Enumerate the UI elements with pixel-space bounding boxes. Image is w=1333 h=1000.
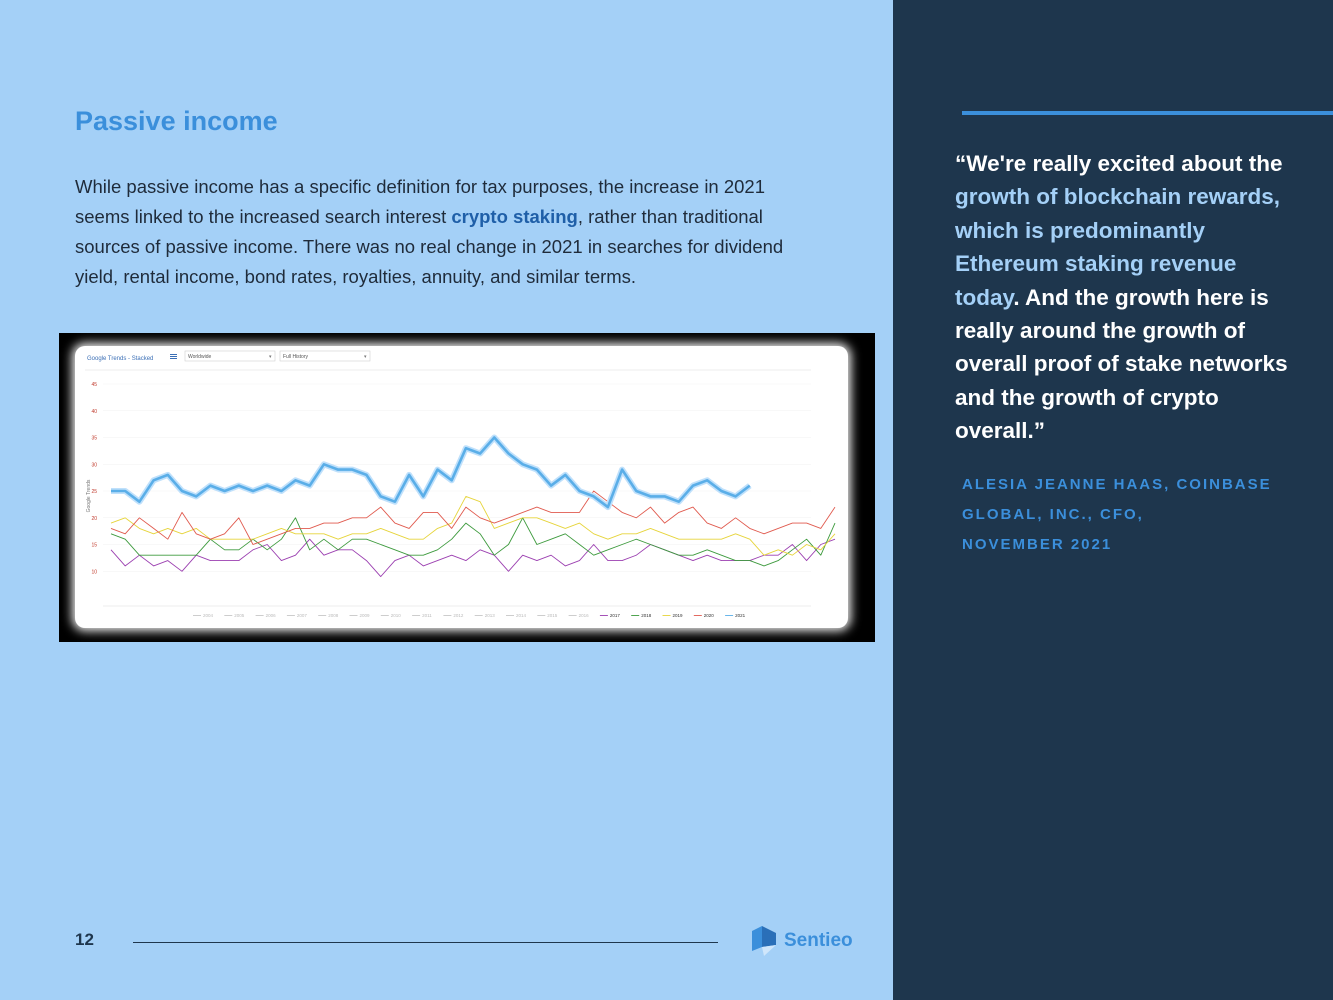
legend-label: 2007 <box>296 613 307 618</box>
legend-label: 2009 <box>359 613 370 618</box>
chart-screenshot <box>59 333 875 642</box>
legend-label: 2011 <box>422 613 432 618</box>
range-dropdown[interactable] <box>280 351 370 361</box>
legend-label: 2014 <box>516 613 527 618</box>
y-tick-label: 25 <box>91 489 97 495</box>
legend-label: 2006 <box>265 613 276 618</box>
quote-open: “We're really excited about the <box>955 151 1283 176</box>
region-dropdown-value: Worldwide <box>188 354 212 360</box>
body-text-part2: , rather than traditional sources of passive income. There was no real change in 2021 in searches for dividend yield, rental income, bond rates, royalties, annuity, and similar terms. <box>75 206 784 287</box>
legend-label: 2020 <box>703 613 714 618</box>
y-axis-label: Google Trends <box>86 479 92 513</box>
accent-bar <box>962 111 1333 115</box>
attribution-line: GLOBAL, INC., CFO, <box>962 506 1144 523</box>
y-tick-label: 15 <box>91 542 97 549</box>
y-tick-label: 40 <box>91 408 97 415</box>
pull-quote <box>955 147 1300 448</box>
legend-label: 2016 <box>578 613 589 618</box>
y-tick-label: 35 <box>91 435 97 442</box>
attribution-line: NOVEMBER 2021 <box>962 536 1113 553</box>
body-text-part1: While passive income has a specific definition for tax purposes, the increase in 2021 seems linked to the increased search interest <box>75 176 766 227</box>
y-tick-label: 20 <box>91 515 97 522</box>
quote-highlight: growth of blockchain rewards, which is predominantly Ethereum staking revenue today <box>955 184 1281 310</box>
legend-label: 2017 <box>609 613 620 618</box>
legend-label: 2005 <box>234 613 245 618</box>
trends-chart-card <box>75 346 848 628</box>
page-number: 12 <box>75 930 94 949</box>
legend-label: 2010 <box>390 613 401 618</box>
body-paragraph <box>75 172 820 292</box>
range-dropdown-value: Full History <box>283 354 309 360</box>
y-tick-label: 30 <box>91 462 97 469</box>
series-line-2021 <box>111 438 750 508</box>
logo-text: Sentieo <box>784 930 853 951</box>
chevron-down-icon: ▾ <box>364 354 367 360</box>
quote-attribution <box>962 470 1292 560</box>
quote-close: . And the growth here is really around the growth of overall proof of stake networks and the growth of crypto overall.” <box>955 284 1288 444</box>
chart-legend <box>193 613 746 618</box>
legend-label: 2021 <box>735 613 746 618</box>
sentieo-cube-icon <box>750 925 778 957</box>
sentieo-logo <box>750 925 853 957</box>
legend-label: 2004 <box>203 613 214 618</box>
footer-divider <box>133 942 718 943</box>
legend-label: 2013 <box>484 613 495 618</box>
legend-label: 2019 <box>672 613 683 618</box>
legend-label: 2012 <box>453 613 464 618</box>
attribution-line: ALESIA JEANNE HAAS, COINBASE <box>962 476 1272 493</box>
series-layer <box>111 438 835 577</box>
legend-label: 2018 <box>641 613 652 618</box>
legend-label: 2015 <box>547 613 558 618</box>
legend-label: 2008 <box>328 613 339 618</box>
y-tick-label: 10 <box>91 569 97 576</box>
trends-chart <box>75 346 848 628</box>
region-dropdown[interactable] <box>185 351 275 361</box>
chart-header-title: Google Trends - Stacked <box>87 356 154 362</box>
body-highlight: crypto staking <box>451 206 578 227</box>
chart-menu-icon[interactable] <box>170 354 177 359</box>
page-title: Passive income <box>75 106 278 136</box>
chevron-down-icon: ▾ <box>269 354 272 360</box>
y-tick-label: 45 <box>91 382 97 388</box>
